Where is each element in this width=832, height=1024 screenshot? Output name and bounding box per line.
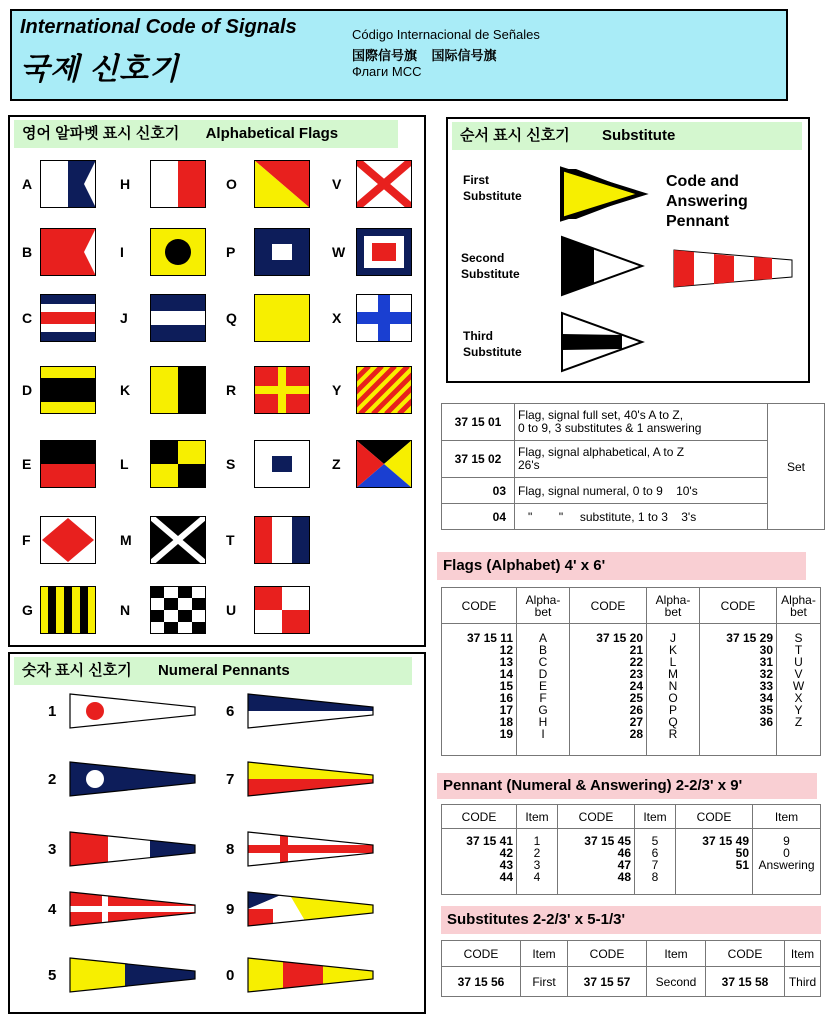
numeral-pennant-label: 6	[226, 703, 235, 720]
flag-u	[254, 586, 310, 634]
flag-i	[150, 228, 206, 276]
title-russian: Флаги МСС	[352, 64, 422, 79]
substitute-code: 37 15 58	[706, 967, 785, 997]
col-header-code: CODE	[700, 588, 777, 624]
sets-table	[441, 403, 825, 530]
numeral-pennant-label: 9	[226, 901, 235, 918]
flag-letter-label: C	[22, 310, 33, 326]
col-header-item: Item	[753, 805, 821, 829]
flag-t	[254, 516, 310, 564]
numeral-pennant-label: 7	[226, 771, 235, 788]
flag-e	[40, 440, 96, 488]
flag-letter-label: N	[120, 602, 131, 618]
flag-d	[40, 366, 96, 414]
numeral-pennant-label: 2	[48, 771, 57, 788]
col-header-item: Item	[521, 941, 568, 967]
substitutes-table	[441, 940, 821, 997]
col-header-item: Item	[785, 941, 821, 967]
numeral-pennant-5	[70, 958, 195, 992]
flags-alphabet-table	[441, 587, 821, 756]
sets-desc: Flag, signal alphabetical, A to Z 26's	[515, 441, 768, 478]
flag-letter-label: Z	[332, 456, 341, 472]
numeral-pennant-label: 8	[226, 841, 235, 858]
numeral-pennant-6	[248, 694, 373, 728]
col-header-code: CODE	[676, 805, 753, 829]
flag-letter-label: R	[226, 382, 237, 398]
substitute-title-en: Substitute	[601, 127, 676, 144]
item-column: 9 0 Answering	[753, 829, 821, 895]
substitute-item: Second	[647, 967, 706, 997]
sets-desc: " " substitute, 1 to 3 3's	[515, 504, 768, 530]
col-header-code: CODE	[442, 805, 517, 829]
flag-letter-label: K	[120, 382, 131, 398]
numeral-pennant-label: 1	[48, 703, 57, 720]
col-header-item: Item	[635, 805, 676, 829]
sets-desc: Flag, signal full set, 40's A to Z, 0 to 9, 3 substitutes & 1 answering	[515, 404, 768, 441]
flag-h	[150, 160, 206, 208]
col-header-item: Item	[647, 941, 706, 967]
col-header-code: CODE	[570, 588, 647, 624]
numeral-pennant-3	[70, 832, 195, 866]
flag-letter-label: M	[120, 532, 132, 548]
col-header-code: CODE	[442, 941, 521, 967]
flag-letter-label: H	[120, 176, 131, 192]
numeral-pennant-label: 4	[48, 901, 57, 918]
col-header-alphabet: Alpha- bet	[777, 588, 821, 624]
substitute-drawing	[446, 117, 810, 383]
flag-b	[40, 228, 96, 276]
numeral-title-en: Numeral Pennants	[157, 662, 290, 679]
flag-letter-label: A	[22, 176, 33, 192]
first-substitute-pennant	[562, 169, 642, 219]
third-substitute-pennant	[562, 313, 642, 371]
flag-f	[40, 516, 96, 564]
alphabet-column: S T U V W X Y Z	[777, 624, 821, 756]
col-header-code: CODE	[706, 941, 785, 967]
code-answering-label: Code and Answering Pennant	[666, 173, 748, 230]
flag-z	[356, 440, 412, 488]
alphabetical-title-ko: 영어 알파벳 표시 신호기	[22, 125, 180, 142]
flag-letter-label: X	[332, 310, 342, 326]
alphabetical-title-en: Alphabetical Flags	[205, 125, 339, 142]
col-header-code: CODE	[568, 941, 647, 967]
flag-letter-label: T	[226, 532, 235, 548]
flag-c	[40, 294, 96, 342]
numeral-pennant-4	[70, 892, 195, 926]
substitute-code: 37 15 56	[442, 967, 521, 997]
numeral-pennant-8	[248, 832, 373, 866]
substitute-item: First	[521, 967, 568, 997]
flag-g	[40, 586, 96, 634]
flag-letter-label: J	[120, 310, 128, 326]
flag-letter-label: F	[22, 532, 31, 548]
numeral-pennant-2	[70, 762, 195, 796]
flag-l	[150, 440, 206, 488]
col-header-alphabet: Alpha- bet	[517, 588, 570, 624]
alphabetical-flags-heading	[14, 120, 398, 148]
col-header-code: CODE	[558, 805, 635, 829]
third-substitute-label: Third Substitute	[463, 329, 522, 359]
numeral-pennant-1	[70, 694, 195, 728]
second-substitute-pennant	[562, 237, 642, 295]
code-answering-pennant	[674, 250, 792, 287]
col-header-code: CODE	[442, 588, 517, 624]
flag-letter-label: S	[226, 456, 236, 472]
numeral-pennant-9	[248, 892, 373, 926]
flag-x	[356, 294, 412, 342]
code-column: 37 15 20 21 22 23 24 25 26 27 28	[570, 624, 647, 756]
title-chinese: 国際信号旗 国际信号旗	[352, 48, 497, 63]
substitute-title-ko: 순서 표시 신호기	[460, 127, 570, 144]
title-korean: 국제 신호기	[20, 53, 180, 86]
flag-letter-label: L	[120, 456, 129, 472]
sets-code: 04	[442, 504, 515, 530]
sets-desc: Flag, signal numeral, 0 to 9 10's	[515, 478, 768, 504]
numeral-pennants-drawing	[8, 652, 426, 1014]
first-substitute-label: First Substitute	[463, 173, 522, 203]
alphabet-column: A B C D E F G H I	[517, 624, 570, 756]
code-column: 37 15 49 50 51	[676, 829, 753, 895]
flag-k	[150, 366, 206, 414]
flag-s	[254, 440, 310, 488]
col-header-item: Item	[517, 805, 558, 829]
item-column: 5 6 7 8	[635, 829, 676, 895]
numeral-title-ko: 숫자 표시 신호기	[22, 662, 132, 679]
substitute-code: 37 15 57	[568, 967, 647, 997]
pennant-heading: Pennant (Numeral & Answering) 2-2/3' x 9'	[437, 773, 817, 799]
flag-j	[150, 294, 206, 342]
flag-letter-label: E	[22, 456, 32, 472]
flag-letter-label: B	[22, 244, 33, 260]
flag-letter-label: P	[226, 244, 236, 260]
sets-code: 03	[442, 478, 515, 504]
title-english: International Code of Signals	[20, 16, 297, 38]
flag-letter-label: V	[332, 176, 342, 192]
flag-letter-label: O	[226, 176, 237, 192]
substitutes-heading: Substitutes 2-2/3' x 5-1/3'	[441, 906, 821, 934]
flag-letter-label: W	[332, 244, 346, 260]
pennant-table	[441, 804, 821, 895]
sets-code: 37 15 01	[442, 404, 515, 441]
numeral-pennant-label: 0	[226, 967, 235, 984]
numeral-pennant-7	[248, 762, 373, 796]
numeral-pennant-label: 5	[48, 967, 57, 984]
flag-m	[150, 516, 206, 564]
flag-p	[254, 228, 310, 276]
item-column: 1 2 3 4	[517, 829, 558, 895]
flag-letter-label: G	[22, 602, 33, 618]
sets-set-label: Set	[768, 404, 825, 530]
flag-v	[356, 160, 412, 208]
flag-o	[254, 160, 310, 208]
flag-letter-label: U	[226, 602, 237, 618]
title-spanish: Código Internacional de Señales	[352, 27, 540, 42]
flag-r	[254, 366, 310, 414]
flag-letter-label: I	[120, 244, 124, 260]
sets-code: 37 15 02	[442, 441, 515, 478]
numeral-pennant-label: 3	[48, 841, 57, 858]
flag-q	[254, 294, 310, 342]
flags-alphabet-heading: Flags (Alphabet) 4' x 6'	[437, 552, 806, 580]
flag-letter-label: Q	[226, 310, 237, 326]
code-column: 37 15 29 30 31 32 33 34 35 36	[700, 624, 777, 756]
flag-a	[40, 160, 96, 208]
flag-n	[150, 586, 206, 634]
flag-letter-label: D	[22, 382, 33, 398]
substitute-item: Third	[785, 967, 821, 997]
flag-w	[356, 228, 412, 276]
flag-y	[356, 366, 412, 414]
code-column: 37 15 41 42 43 44	[442, 829, 517, 895]
code-column: 37 15 45 46 47 48	[558, 829, 635, 895]
col-header-alphabet: Alpha- bet	[647, 588, 700, 624]
second-substitute-label: Second Substitute	[461, 251, 520, 281]
code-column: 37 15 11 12 13 14 15 16 17 18 19	[442, 624, 517, 756]
numeral-pennant-0	[248, 958, 373, 992]
flag-letter-label: Y	[332, 382, 342, 398]
alphabet-column: J K L M N O P Q R	[647, 624, 700, 756]
